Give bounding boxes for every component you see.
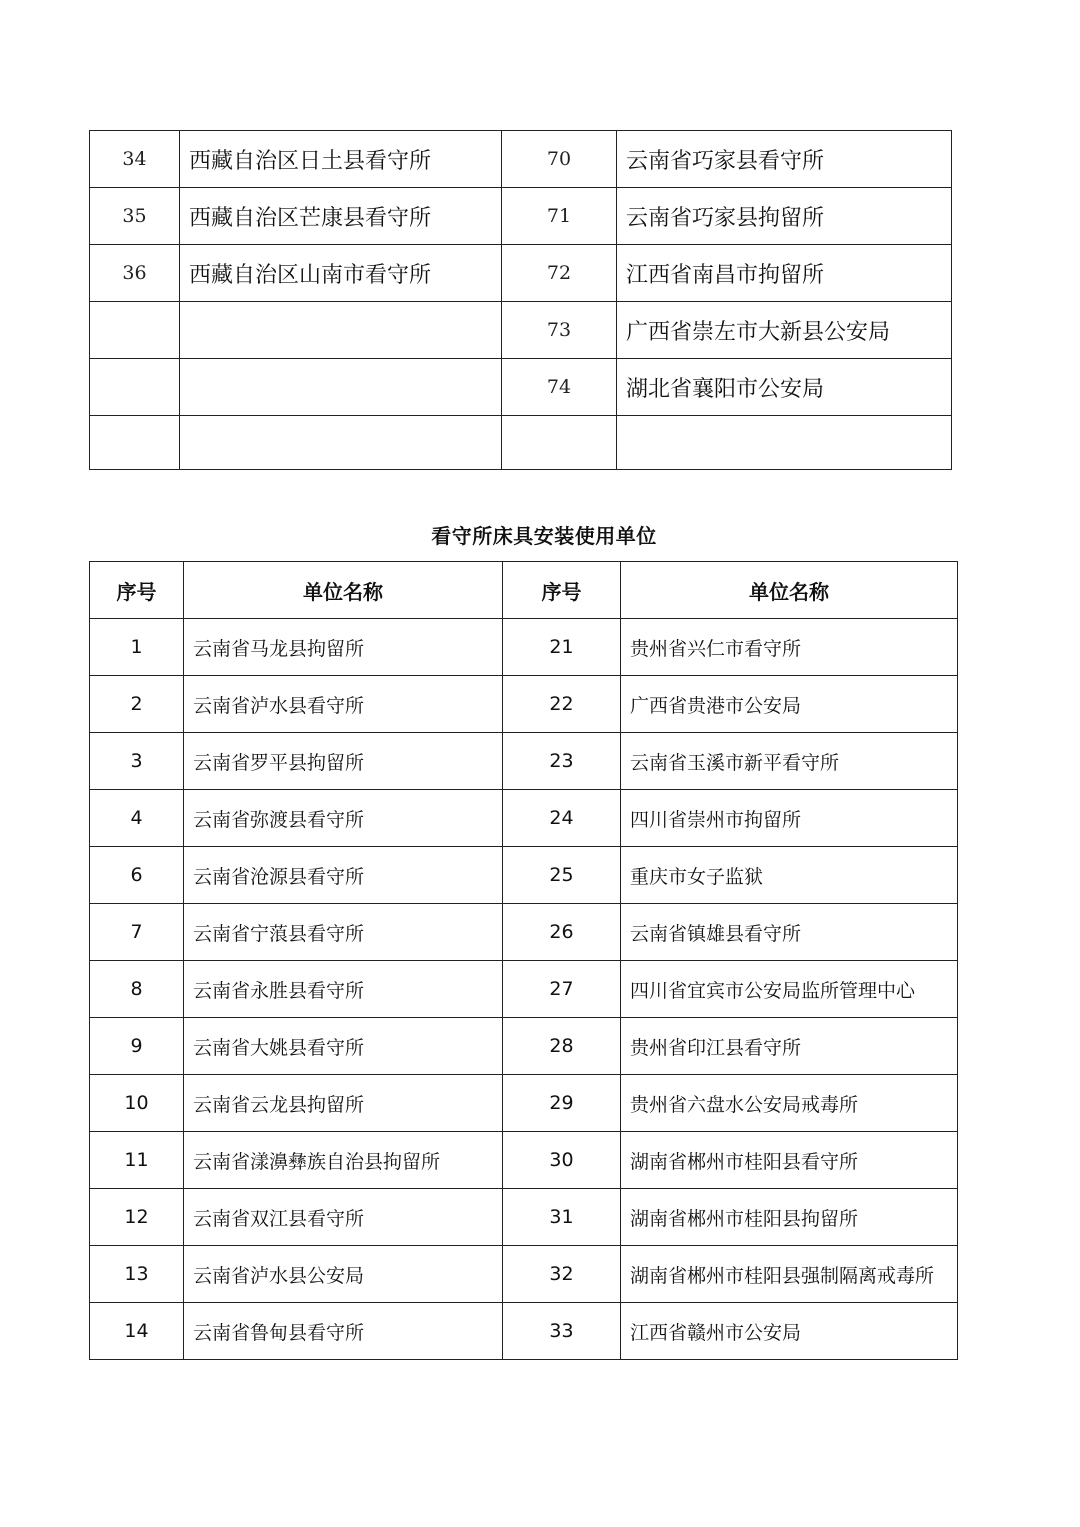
row-number-left: 4: [90, 790, 184, 847]
unit-name-left: 西藏自治区山南市看守所: [180, 245, 502, 302]
row-number-right: 71: [502, 188, 617, 245]
row-number-right: 29: [503, 1075, 621, 1132]
table-row: [90, 359, 952, 416]
table-row: [90, 1246, 958, 1303]
row-number-left: 2: [90, 676, 184, 733]
unit-name-right: 四川省崇州市拘留所: [621, 790, 958, 847]
unit-name-left: 云南省漾濞彝族自治县拘留所: [184, 1132, 503, 1189]
unit-name-right: 湖南省郴州市桂阳县强制隔离戒毒所: [621, 1246, 958, 1303]
row-number-right: 33: [503, 1303, 621, 1360]
row-number-left: 3: [90, 733, 184, 790]
row-number-left: 1: [90, 619, 184, 676]
unit-name-right: 江西省南昌市拘留所: [617, 245, 952, 302]
unit-name-right: 湖北省襄阳市公安局: [617, 359, 952, 416]
row-number-left: 13: [90, 1246, 184, 1303]
row-number-left: 11: [90, 1132, 184, 1189]
table-row: [90, 904, 958, 961]
table-row: [90, 676, 958, 733]
table-row: [90, 188, 952, 245]
unit-name-left: 西藏自治区日土县看守所: [180, 131, 502, 188]
unit-name-right: 贵州省六盘水公安局戒毒所: [621, 1075, 958, 1132]
table-row: [90, 1132, 958, 1189]
unit-name-left: 云南省泸水县公安局: [184, 1246, 503, 1303]
table-row: [90, 847, 958, 904]
unit-name-left: 云南省云龙县拘留所: [184, 1075, 503, 1132]
row-number-right: 26: [503, 904, 621, 961]
unit-name-right: [617, 416, 952, 470]
header-name-right: 单位名称: [621, 562, 958, 619]
row-number-left: 36: [90, 245, 180, 302]
unit-name-right: 广西省贵港市公安局: [621, 676, 958, 733]
unit-name-right: 贵州省兴仁市看守所: [621, 619, 958, 676]
section-title: 看守所床具安装使用单位: [431, 524, 657, 548]
row-number-right: 72: [502, 245, 617, 302]
row-number-right: 24: [503, 790, 621, 847]
row-number-left: [90, 359, 180, 416]
row-number-right: 22: [503, 676, 621, 733]
unit-name-left: 云南省宁蒗县看守所: [184, 904, 503, 961]
row-number-left: 34: [90, 131, 180, 188]
table1-body: [90, 131, 952, 470]
header-row: [90, 562, 958, 619]
table2-header: [90, 562, 958, 619]
header-name-left: 单位名称: [184, 562, 503, 619]
row-number-right: 31: [503, 1189, 621, 1246]
row-number-left: 8: [90, 961, 184, 1018]
unit-name-left: 云南省罗平县拘留所: [184, 733, 503, 790]
row-number-right: 23: [503, 733, 621, 790]
unit-name-left: 云南省马龙县拘留所: [184, 619, 503, 676]
unit-name-left: 云南省双江县看守所: [184, 1189, 503, 1246]
table-row: [90, 1189, 958, 1246]
row-number-left: 14: [90, 1303, 184, 1360]
table-row: [90, 131, 952, 188]
table-row: [90, 1303, 958, 1360]
row-number-right: 70: [502, 131, 617, 188]
row-number-left: [90, 302, 180, 359]
row-number-right: 27: [503, 961, 621, 1018]
unit-name-right: 重庆市女子监狱: [621, 847, 958, 904]
unit-name-right: 湖南省郴州市桂阳县拘留所: [621, 1189, 958, 1246]
unit-name-right: 江西省赣州市公安局: [621, 1303, 958, 1360]
unit-list-table-continued: [89, 130, 952, 470]
row-number-right: 25: [503, 847, 621, 904]
unit-name-right: 贵州省印江县看守所: [621, 1018, 958, 1075]
unit-name-right: 云南省巧家县拘留所: [617, 188, 952, 245]
unit-name-left: [180, 416, 502, 470]
unit-name-right: 云南省巧家县看守所: [617, 131, 952, 188]
row-number-left: 9: [90, 1018, 184, 1075]
table-row: [90, 245, 952, 302]
table-row: [90, 733, 958, 790]
row-number-right: 30: [503, 1132, 621, 1189]
table-row: [90, 416, 952, 470]
unit-name-left: [180, 359, 502, 416]
row-number-left: [90, 416, 180, 470]
row-number-left: 35: [90, 188, 180, 245]
table2-body: [90, 619, 958, 1360]
unit-name-left: 云南省鲁甸县看守所: [184, 1303, 503, 1360]
unit-name-right: 云南省镇雄县看守所: [621, 904, 958, 961]
row-number-right: [502, 416, 617, 470]
table-row: [90, 790, 958, 847]
unit-name-left: 云南省沧源县看守所: [184, 847, 503, 904]
row-number-right: 74: [502, 359, 617, 416]
row-number-left: 6: [90, 847, 184, 904]
table-row: [90, 1018, 958, 1075]
row-number-left: 7: [90, 904, 184, 961]
row-number-right: 21: [503, 619, 621, 676]
row-number-left: 10: [90, 1075, 184, 1132]
unit-name-left: 云南省永胜县看守所: [184, 961, 503, 1018]
unit-name-right: 云南省玉溪市新平看守所: [621, 733, 958, 790]
header-no-right: 序号: [503, 562, 621, 619]
row-number-left: 12: [90, 1189, 184, 1246]
unit-name-left: 西藏自治区芒康县看守所: [180, 188, 502, 245]
table-row: [90, 1075, 958, 1132]
row-number-right: 73: [502, 302, 617, 359]
unit-name-left: 云南省大姚县看守所: [184, 1018, 503, 1075]
unit-name-right: 湖南省郴州市桂阳县看守所: [621, 1132, 958, 1189]
row-number-right: 32: [503, 1246, 621, 1303]
unit-name-right: 四川省宜宾市公安局监所管理中心: [621, 961, 958, 1018]
unit-name-left: 云南省泸水县看守所: [184, 676, 503, 733]
unit-name-left: 云南省弥渡县看守所: [184, 790, 503, 847]
bed-installation-units-table: [89, 561, 958, 1360]
header-no-left: 序号: [90, 562, 184, 619]
table-row: [90, 302, 952, 359]
table-row: [90, 619, 958, 676]
table-row: [90, 961, 958, 1018]
unit-name-right: 广西省崇左市大新县公安局: [617, 302, 952, 359]
unit-name-left: [180, 302, 502, 359]
row-number-right: 28: [503, 1018, 621, 1075]
